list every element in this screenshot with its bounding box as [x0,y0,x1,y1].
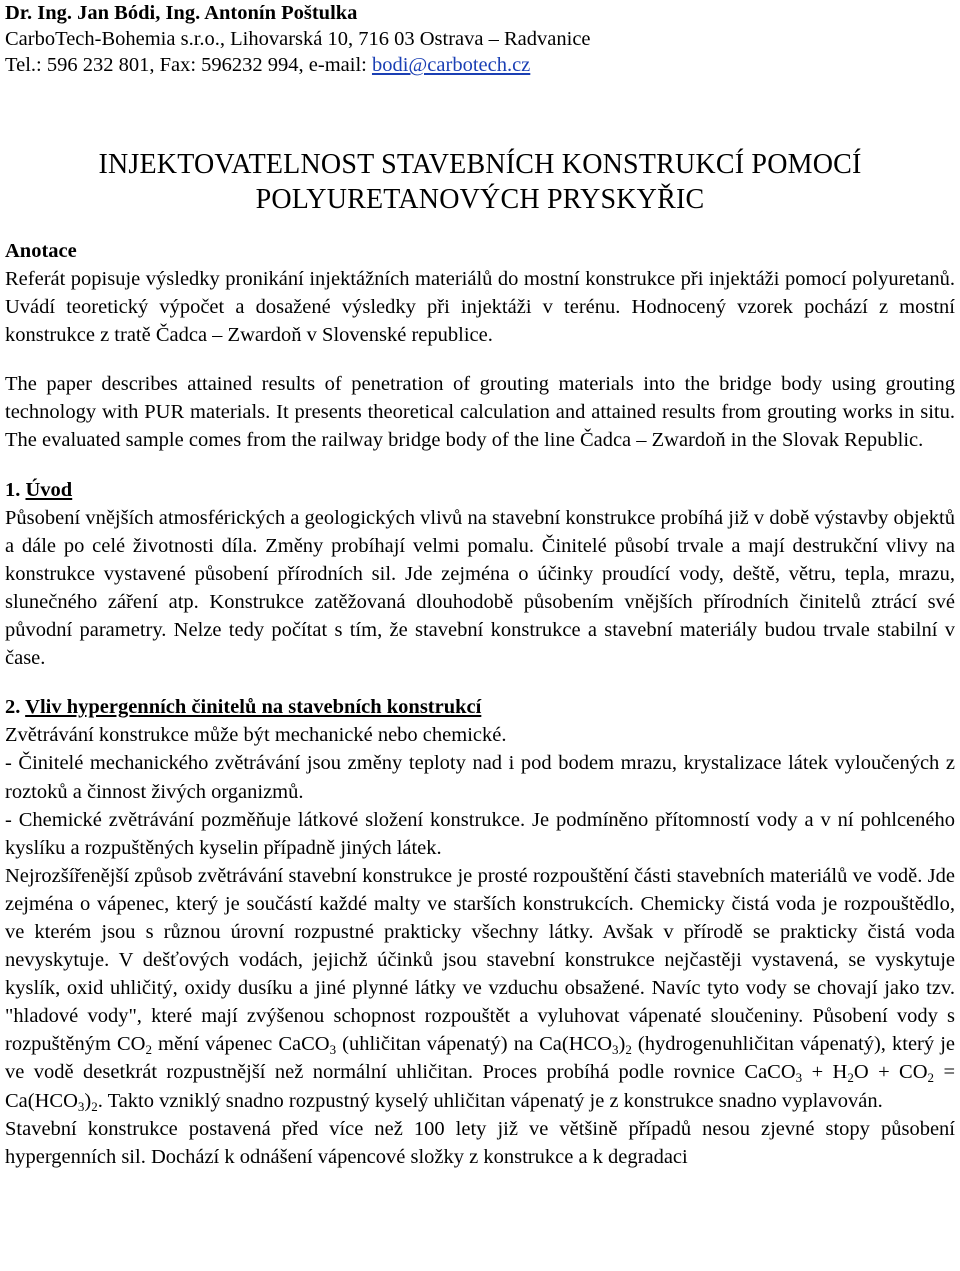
title-line-2: POLYURETANOVÝCH PRYSKYŘIC [255,184,705,215]
author-header [5,0,955,78]
section-1-text: Působení vnějších atmosférických a geologických vlivů na stavební konstrukce probíhá již v době výstavby objektů a dále po celé životnosti díla. Změny probíhají velmi pomalu. Činitelé působí trvale a mají destrukční vlivy na konstrukce vystavené působení přírodních sil. Jde zejména o účinky proudící vody, deště, větru, tepla, mrazu, slunečného záření atp. Konstrukce zatěžovaná dlouhodobě působením vnějších přírodních činitelů ztrácí své původní parametry. Nelze tedy počítat s tím, že stavební konstrukce a stavební materiály budou trvale stabilní v čase. [5,506,955,670]
section-2-number: 2. [5,696,26,719]
abstract-heading: Anotace [5,240,77,262]
section-2-old-structures: Stavební konstrukce postavená před více než 100 lety již ve většině případů nesou zjevné stopy působení hypergenních sil. Dochází k odnášení vápencové složky z konstrukce a k degradaci [5,1117,955,1168]
title-line-1: INJEKTOVATELNOST STAVEBNÍCH KONSTRUKCÍ POMOCÍ [98,149,862,180]
section-2-intro: Zvětrávání konstrukce může být mechanické nebo chemické. [5,724,507,747]
section-2-dissolution: Nejrozšířenější způsob zvětrávání stavební konstrukce je prosté rozpouštění části stavebních materiálů ve vodě. Jde zejména o vápenec, který je součástí každé malty ve starších konstrukcích. Chemicky čistá voda je rozpouštědlo, ve kterém jsou s různou úrovní rozpustné prakticky všechny látky. Avšak v přírodě se prakticky čistá voda nevyskytuje. V dešťových vodách, jejichž účinků jsou stavební konstrukce nejčastěji vystavená, se vyskytuje kyslík, oxid uhličitý, oxidy dusíku a jiné plynné látky ve vzduchu obsažené. Navíc tyto vody se chovají jako tzv. "hladové vody", které mají zvýšenou schopnost rozpouštět a vyluhovat vápenaté sloučeniny. Působení vody s rozpuštěným $CO_2$ mění vápenec CaCO$_3$ (uhličitan vápenatý) na $Ca(HCO_3)_2$ (hydrogenuhličitan vápenatý), který je ve vodě desetkrát rozpustnější než normální uhličitan. Proces probíhá podle rovnice CaCO$_3$ + $H_2O + CO_2 = Ca(HCO_3)_2$. Takto vzniklý snadno rozpustný kyselý uhličitan vápenatý je z konstrukce snadno vyplavován. [5,864,956,1114]
authors: Dr. Ing. Jan Bódi, Ing. Antonín Poštulka [5,2,358,24]
abstract-czech: Referát popisuje výsledky pronikání injektážních materiálů do mostní konstrukce při injektáži pomocí polyuretanů. Uvádí teoretický výpočet a dosažené výsledky při injektáži v terénu. Hodnocený vzorek pochází z mostní konstrukce z tratě Čadca – Zwardoň v Slovenské republice. [5,268,955,347]
section-2-heading [5,693,955,721]
contact-phone-fax: Tel.: 596 232 801, Fax: 596232 994, e-mail: [5,54,372,76]
section-2-chemical: - Chemické zvětrávání pozměňuje látkové složení konstrukce. Je podmíněno přítomností vody a v ní pohlceného kyslíku a rozpuštěných kyselin případně jiných látek. [5,808,955,859]
paper-title [5,147,955,217]
company-address: CarboTech-Bohemia s.r.o., Lihovarská 10, 716 03 Ostrava – Radvanice [5,28,591,50]
section-2-title: Vliv hypergenních činitelů na stavebních konstrukcí [25,696,482,719]
contact-line [5,52,955,78]
section-1-number: 1. [5,478,26,501]
abstract-english: The paper describes attained results of penetration of grouting materials into the bridge body using grouting technology with PUR materials. It presents theoretical calculation and attained results from grouting works in situ. The evaluated sample comes from the railway bridge body of the line Čadca – Zwardoň in the Slovak Republic. [5,373,955,452]
section-2-mechanical: - Činitelé mechanického zvětrávání jsou změny teploty nad i pod bodem mrazu, krystalizace látek vyloučených z roztoků a činnost živých organizmů. [5,752,955,803]
section-1-heading [5,476,955,504]
email-link[interactable]: bodi@carbotech.cz [371,54,531,76]
section-1-title: Úvod [25,478,73,501]
